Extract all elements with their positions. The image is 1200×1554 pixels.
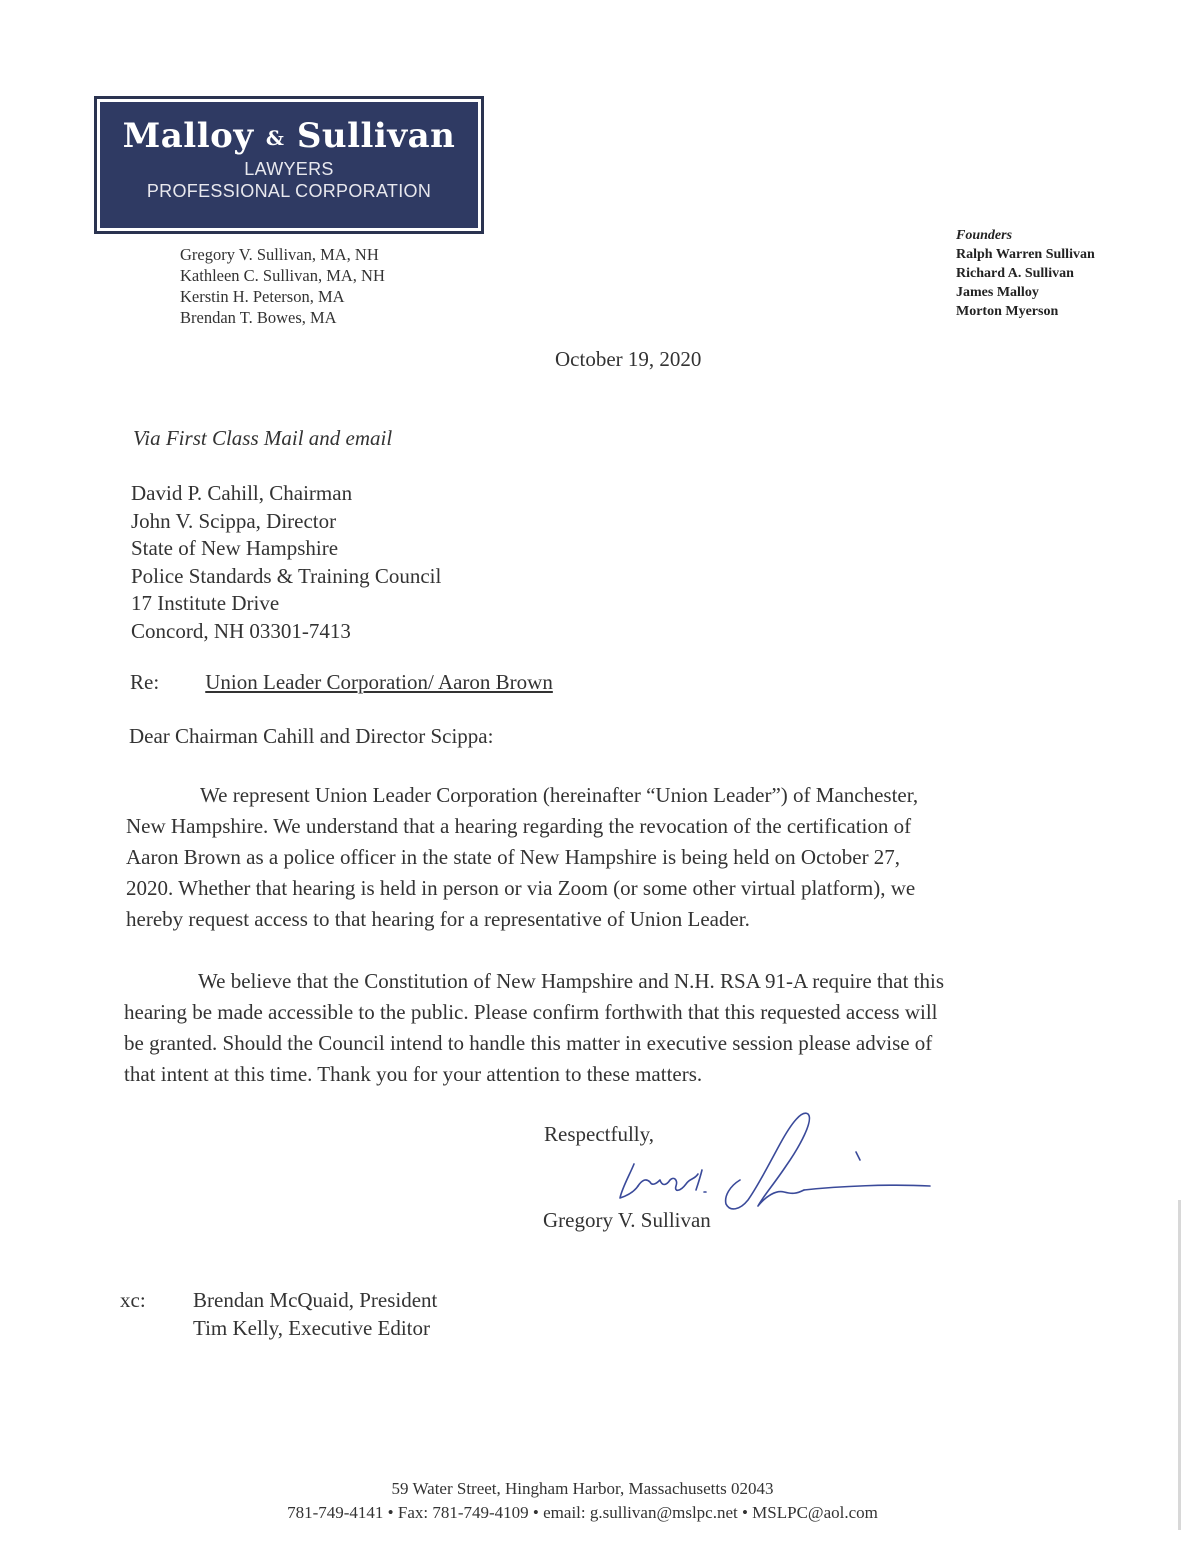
- closing: Respectfully,: [544, 1122, 655, 1146]
- footer-contact: 781-749-4141 • Fax: 781-749-4109 • email: g.sullivan@mslpc.net • MSLPC@aol.com: [287, 1503, 878, 1522]
- paragraph-line: We represent Union Leader Corporation (hereinafter “Union Leader”) of Manchester,: [200, 783, 919, 807]
- body-paragraph-1: [126, 780, 1026, 935]
- firm-name-part2: Sullivan: [296, 116, 456, 156]
- salutation: Dear Chairman Cahill and Director Scippa:: [129, 724, 494, 748]
- paragraph-line: New Hampshire. We understand that a hearing regarding the revocation of the certification of: [126, 814, 912, 838]
- paragraph-line: Aaron Brown as a police officer in the state of New Hampshire is being held on October 27,: [126, 845, 901, 869]
- founders-list: [956, 226, 1095, 321]
- attorney-name: Brendan T. Bowes, MA: [180, 308, 337, 327]
- cc-recipient: Tim Kelly, Executive Editor: [193, 1316, 430, 1340]
- delivery-method: Via First Class Mail and email: [133, 426, 393, 450]
- attorney-name: Kathleen C. Sullivan, MA, NH: [180, 266, 385, 285]
- re-line: [130, 670, 553, 695]
- founder-name: James Malloy: [956, 285, 1039, 300]
- re-subject: Union Leader Corporation/ Aaron Brown: [205, 670, 553, 694]
- firm-subtitle-lawyers: LAWYERS: [244, 159, 334, 179]
- attorney-list: [180, 244, 385, 328]
- firm-name-part1: Malloy: [122, 116, 254, 156]
- paragraph-line: that intent at this time. Thank you for your attention to these matters.: [124, 1062, 703, 1086]
- paragraph-line: hearing be made accessible to the public. Please confirm forthwith that this requested access will: [124, 1000, 938, 1024]
- footer-address: 59 Water Street, Hingham Harbor, Massachusetts 02043: [391, 1479, 774, 1498]
- founder-name: Morton Myerson: [956, 304, 1059, 319]
- paragraph-line: 2020. Whether that hearing is held in person or via Zoom (or some other virtual platform), we: [126, 876, 916, 900]
- firm-subtitle-corporation: PROFESSIONAL CORPORATION: [146, 181, 432, 201]
- recipient-line: Police Standards & Training Council: [131, 563, 442, 588]
- recipient-line: John V. Scippa, Director: [131, 508, 337, 533]
- attorney-name: Gregory V. Sullivan, MA, NH: [180, 245, 379, 264]
- founder-name: Richard A. Sullivan: [956, 266, 1074, 281]
- firm-logo-panel: [100, 102, 478, 228]
- attorney-name: Kerstin H. Peterson, MA: [180, 287, 345, 306]
- cc-recipients: [193, 1286, 437, 1342]
- recipient-line: David P. Cahill, Chairman: [131, 481, 353, 505]
- firm-name-ampersand: &: [265, 126, 285, 150]
- recipient-address: [131, 480, 441, 645]
- founder-name: Ralph Warren Sullivan: [956, 247, 1095, 262]
- letter-date: October 19, 2020: [555, 347, 702, 371]
- firm-name: [100, 102, 478, 158]
- firm-logo: [94, 96, 484, 234]
- recipient-line: 17 Institute Drive: [131, 591, 280, 615]
- signer-name: Gregory V. Sullivan: [543, 1208, 711, 1232]
- recipient-line: Concord, NH 03301-7413: [131, 618, 351, 643]
- scan-edge: [1178, 1200, 1181, 1530]
- cc-recipient: Brendan McQuaid, President: [193, 1288, 438, 1312]
- paragraph-line: hereby request access to that hearing for a representative of Union Leader.: [126, 907, 750, 931]
- paragraph-line: We believe that the Constitution of New Hampshire and N.H. RSA 91-A require that this: [198, 969, 945, 993]
- recipient-line: State of New Hampshire: [131, 536, 339, 560]
- cc-label: xc:: [120, 1288, 146, 1312]
- re-label: Re:: [130, 670, 160, 694]
- founders-title: Founders: [956, 228, 1013, 243]
- paragraph-line: be granted. Should the Council intend to handle this matter in executive session please advise of: [124, 1031, 933, 1055]
- body-paragraph-2: [124, 966, 1049, 1090]
